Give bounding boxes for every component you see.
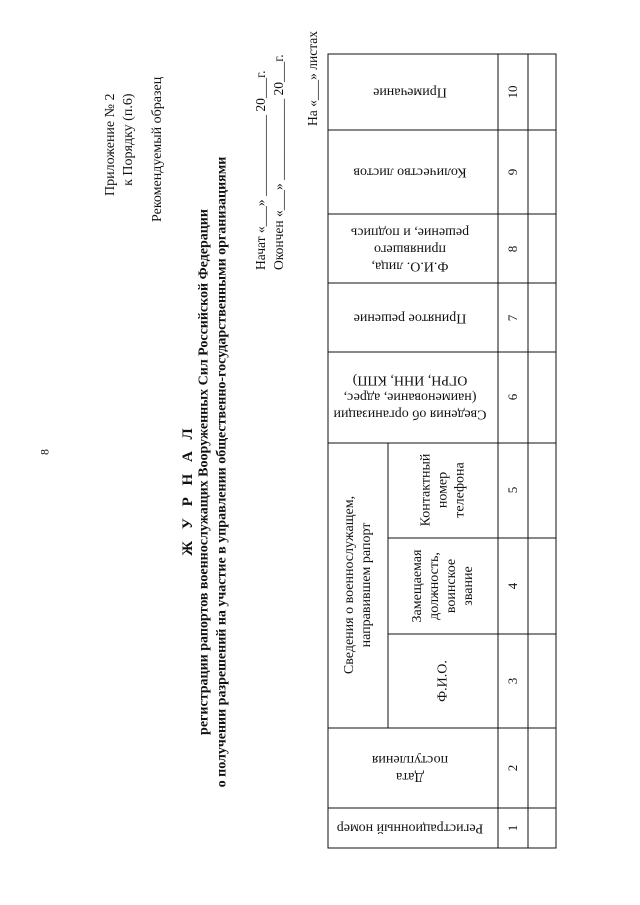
header-position-rank: Замещаемая должность, воинское звание <box>410 549 476 623</box>
column-number: 1 <box>505 824 520 832</box>
header-sheet-count: Количество листов <box>353 164 467 180</box>
header-full-name: Ф.И.О. <box>435 660 451 702</box>
column-number: 4 <box>505 582 520 590</box>
header-note: Примечание <box>373 84 447 100</box>
header-service-member-info: Сведения о военнослужащем, направившем рапорт <box>342 495 374 675</box>
recommended-sample-label: Рекомендуемый образец <box>150 76 165 222</box>
header-receipt-date: Дата поступления <box>371 752 449 784</box>
column-number: 5 <box>505 486 520 494</box>
column-number: 10 <box>505 85 520 99</box>
journal-title-line-1: регистрации рапортов военнослужащих Вооруженных Сил Российской Федерации <box>196 209 212 735</box>
appendix-line-2: к Порядку (п.6) <box>121 93 136 186</box>
start-date-field: Начат «___» ____________ 20___г. <box>253 70 268 270</box>
header-contact-phone: Контактный номер телефона <box>418 453 468 527</box>
column-number: 9 <box>505 168 520 176</box>
header-organization-info: Сведения об организации (наименование, адрес, ОГРН, ИНН, КПП) <box>333 372 487 422</box>
column-number: 8 <box>505 245 520 253</box>
header-decision-maker: Ф.И.О. лица, принявшего решение, и подпись <box>350 224 470 274</box>
journal-title-line-2: о получении разрешений на участие в управлении общественно-государственными организациями <box>214 156 230 788</box>
page-number: 8 <box>37 449 52 455</box>
journal-heading: Ж У Р Н А Л <box>180 424 196 556</box>
header-decision: Принятое решение <box>353 310 467 326</box>
column-number: 2 <box>505 764 520 772</box>
end-date-field: Окончен «___» ____________ 20___г. <box>271 54 286 270</box>
sheet-count-field: На «___» листах <box>305 30 320 126</box>
column-number: 3 <box>505 677 520 685</box>
appendix-line-1: Приложение № 2 <box>103 93 118 196</box>
column-number: 6 <box>505 393 520 401</box>
header-registration-number: Регистрационный номер <box>336 820 484 836</box>
column-number: 7 <box>505 314 520 322</box>
